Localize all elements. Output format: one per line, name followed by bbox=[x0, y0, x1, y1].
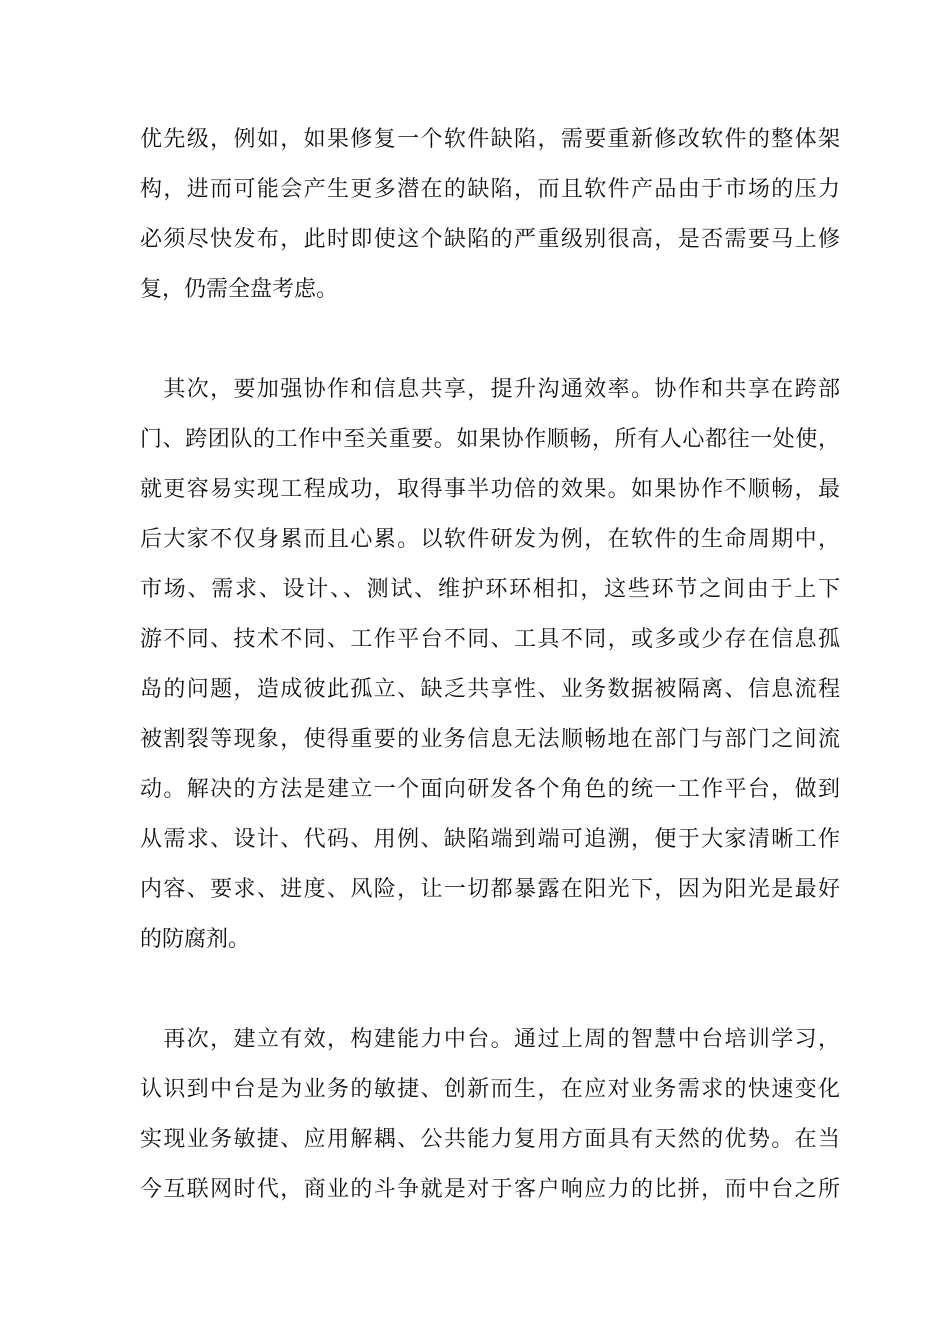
text-line: 被割裂等现象，使得重要的业务信息无法顺畅地在部门与部门之间流 bbox=[140, 727, 840, 752]
text-line: 复，仍需全盘考虑。 bbox=[140, 277, 339, 302]
paragraph-1 bbox=[140, 115, 840, 315]
text-line: 就更容易实现工程成功，取得事半功倍的效果。如果协作不顺畅，最 bbox=[140, 477, 840, 502]
paragraph-2 bbox=[140, 365, 840, 965]
text-line: 今互联网时代，商业的斗争就是对于客户响应力的比拼，而中台之所 bbox=[140, 1177, 840, 1202]
text-line: 后大家不仅身累而且心累。以软件研发为例，在软件的生命周期中， bbox=[140, 527, 840, 552]
text-line: 动。解决的方法是建立一个面向研发各个角色的统一工作平台，做到 bbox=[140, 777, 840, 802]
text-line: 其次，要加强协作和信息共享，提升沟通效率。协作和共享在跨部 bbox=[140, 377, 840, 402]
text-line: 认识到中台是为业务的敏捷、创新而生，在应对业务需求的快速变化 bbox=[140, 1077, 840, 1102]
text-line: 游不同、技术不同、工作平台不同、工具不同，或多或少存在信息孤 bbox=[140, 627, 840, 652]
text-line: 构，进而可能会产生更多潜在的缺陷，而且软件产品由于市场的压力 bbox=[140, 177, 840, 202]
text-line: 内容、要求、进度、风险，让一切都暴露在阳光下，因为阳光是最好 bbox=[140, 877, 840, 902]
text-line: 的防腐剂。 bbox=[140, 927, 251, 952]
text-line: 门、跨团队的工作中至关重要。如果协作顺畅，所有人心都往一处使， bbox=[140, 427, 840, 452]
text-line: 必须尽快发布，此时即使这个缺陷的严重级别很高，是否需要马上修 bbox=[140, 227, 840, 252]
text-line: 实现业务敏捷、应用解耦、公共能力复用方面具有天然的优势。在当 bbox=[140, 1127, 840, 1152]
text-line: 再次，建立有效，构建能力中台。通过上周的智慧中台培训学习， bbox=[140, 1027, 840, 1052]
text-line: 岛的问题，造成彼此孤立、缺乏共享性、业务数据被隔离、信息流程 bbox=[140, 677, 840, 702]
text-line: 市场、需求、设计、、测试、维护环环相扣，这些环节之间由于上下 bbox=[140, 577, 840, 602]
text-line: 优先级，例如，如果修复一个软件缺陷，需要重新修改软件的整体架 bbox=[140, 127, 840, 152]
text-line: 从需求、设计、代码、用例、缺陷端到端可追溯，便于大家清晰工作 bbox=[140, 827, 840, 852]
paragraph-3 bbox=[140, 1015, 840, 1215]
